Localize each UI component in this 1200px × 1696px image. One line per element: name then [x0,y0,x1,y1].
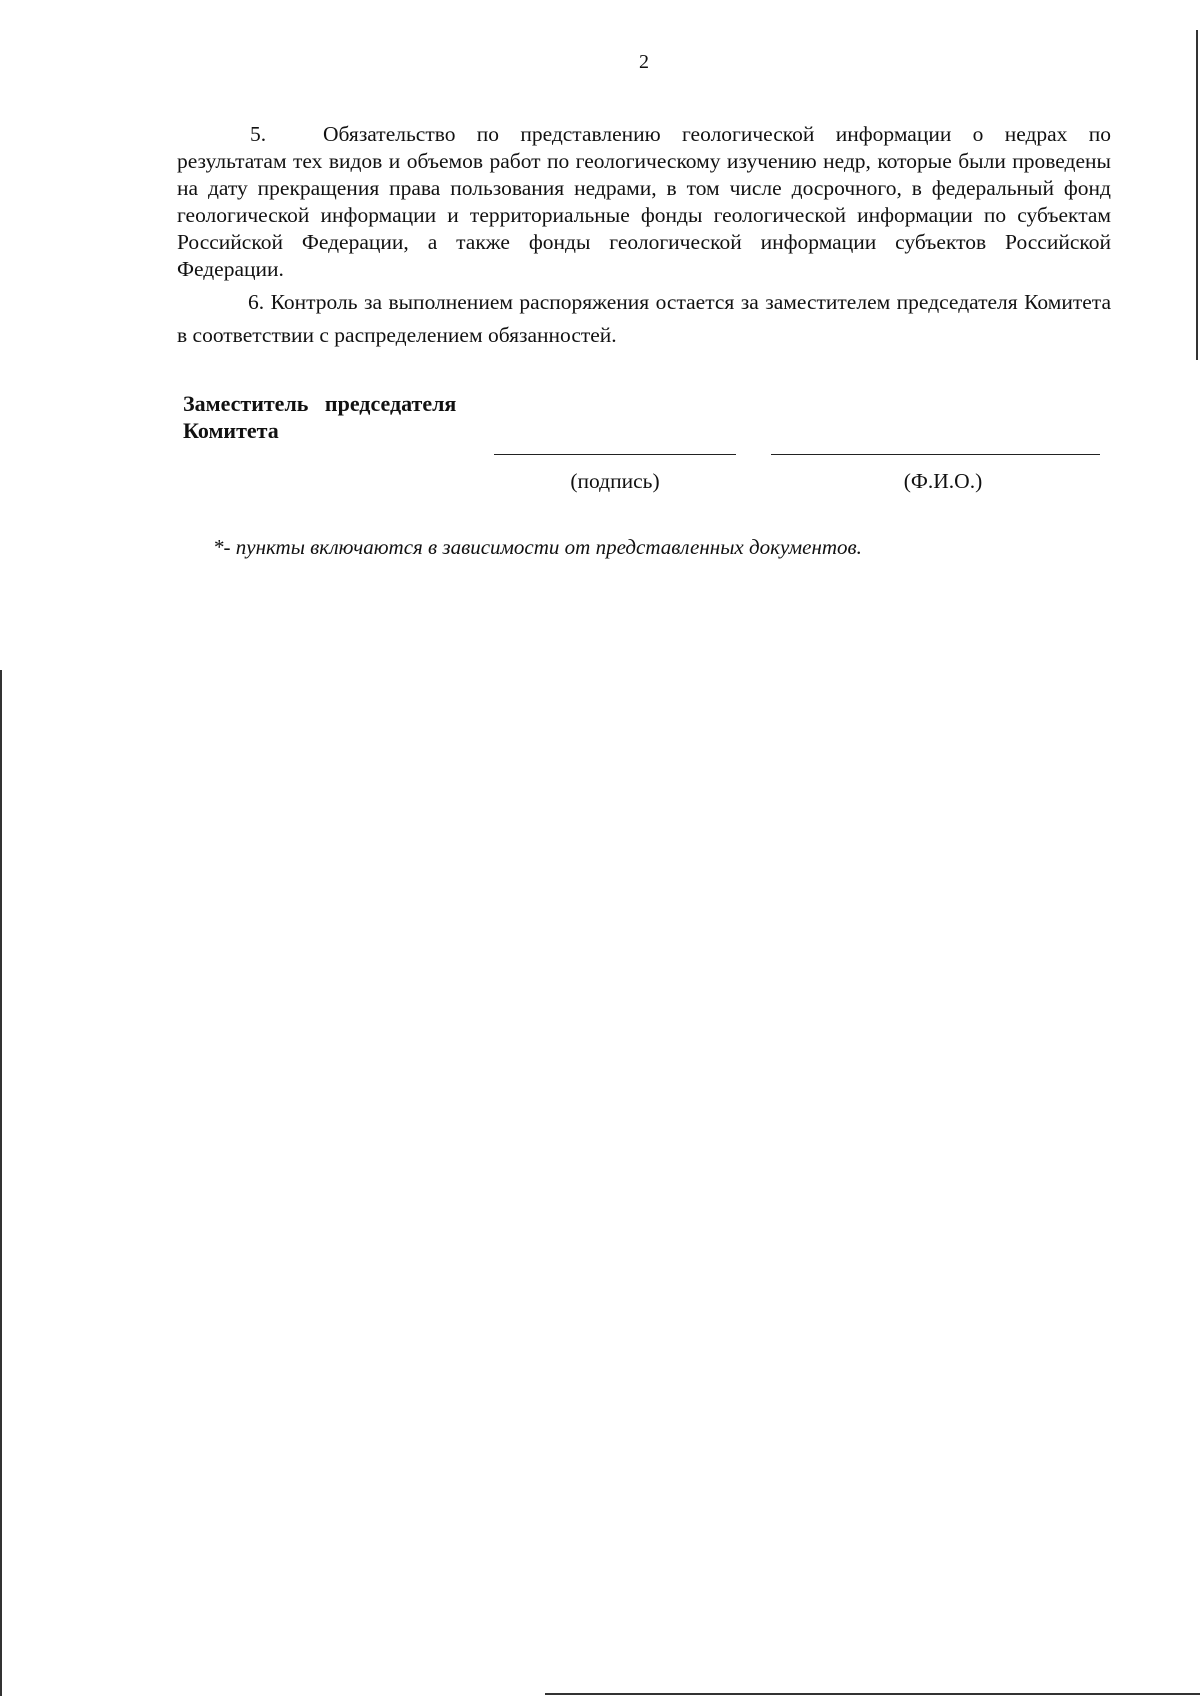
name-caption: (Ф.И.О.) [903,469,983,493]
signature-caption: (подпись) [570,469,660,493]
signatory-position: Заместитель председателя [183,391,457,416]
scan-edge-mark [1196,30,1198,360]
paragraph-6: 6. Контроль за выполнением распоряжения остается за заместителем председателя Комитета в соответствии с распределением обязанностей. [177,290,1111,347]
scan-edge-mark [545,1693,1200,1695]
paragraph-5 [177,121,1111,283]
signature-line [494,454,736,455]
signatory-organization: Комитета [183,418,279,443]
name-line [771,454,1100,455]
paragraph-5-text: Обязательство по представлению геологической информации о недрах по результатам тех видов и объемов работ по геологическому изучению недр, которые были проведены на дату прекращения права пользования недрами, в том числе досрочного, в федеральный фонд геологической информации и территориальные фонды геологической информации по субъектам Российской Федерации, а также фонды геологической информации субъектов Российской Федерации. [177,122,1111,281]
scan-edge-mark [0,670,2,1696]
paragraph-5-number: 5. [250,122,267,146]
page-number: 2 [639,51,649,73]
footnote: *- пункты включаются в зависимости от представленных документов. [213,535,862,559]
signatory-title [183,390,456,444]
